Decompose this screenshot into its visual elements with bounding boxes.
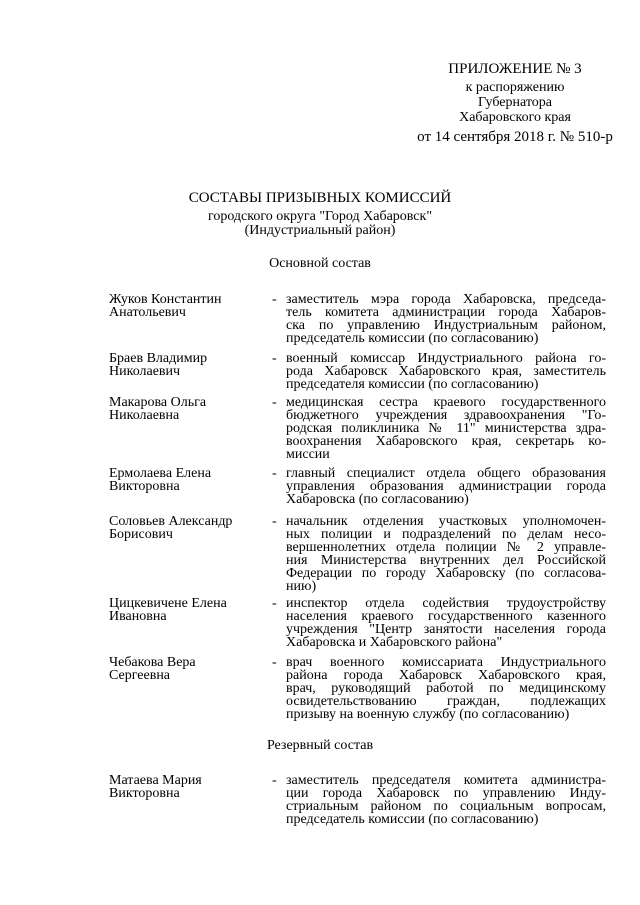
member-role-line: врач, руководящий работой по медицинскому [286, 681, 606, 696]
title-main: СОСТАВЫ ПРИЗЫВНЫХ КОМИССИЙ [188, 190, 452, 206]
member-role-line: призыву на военную службу (по согласованию) [286, 707, 570, 722]
member-name [109, 656, 274, 682]
member-role-line: управления образования администрации города [286, 479, 606, 494]
member-name-line: Викторовна [109, 479, 180, 494]
member-name-line: Борисович [109, 527, 173, 542]
member-role-line: рода Хабаровск Хабаровского края, заместитель [286, 364, 606, 379]
member-role-line: района города Хабаровск Хабаровского края, [286, 668, 606, 683]
member-role-line: инспектор отдела содействия трудоустройству [286, 596, 606, 611]
member-role-line: Хабаровска и Хабаровского района" [286, 635, 503, 650]
member-name-line: Жуков Константин [109, 292, 222, 307]
member-name-line: Соловьев Александр [109, 514, 233, 529]
member-role [286, 467, 606, 506]
member-name-line: Анатольевич [109, 305, 186, 320]
member-role [286, 515, 606, 593]
member-role-line: председателя комиссии (по согласованию) [286, 377, 539, 392]
member-role-line: ции города Хабаровск по управлению Инду- [286, 786, 606, 801]
appendix-header [400, 60, 630, 145]
member-role-line: ска по управлению Индустриальным районом, [286, 318, 606, 333]
document-title [0, 190, 640, 206]
member-role-line: председатель комиссии (по согласованию) [286, 331, 539, 346]
member-role-line: родская поликлиника № 11" министерства здра- [286, 421, 606, 436]
member-role [286, 352, 606, 391]
member-role-line: председатель комиссии (по согласованию) [286, 812, 539, 827]
member-name [109, 293, 274, 319]
member-role [286, 656, 606, 721]
member-role-line: воохранения Хабаровского края, секретарь ко- [286, 434, 606, 449]
member-name-line: Макарова Ольга [109, 395, 207, 410]
member-role-line: освидетельствованию граждан, подлежащих [286, 694, 606, 709]
section-reserve-label: Резервный состав [266, 738, 374, 753]
member-name-line: Ермолаева Елена [109, 466, 212, 481]
member-role [286, 293, 606, 345]
member-role-line: врач военного комиссариата Индустриального [286, 655, 606, 670]
member-role [286, 396, 606, 461]
member-role-line: главный специалист отдела общего образования [286, 466, 606, 481]
member-dash: - [272, 466, 277, 481]
member-role [286, 597, 606, 649]
member-name-line: Николаевна [109, 408, 180, 423]
member-name [109, 467, 274, 493]
member-name [109, 352, 274, 378]
member-role-line: медицинская сестра краевого государственного [286, 395, 606, 410]
member-role-line: тель комитета администрации города Хабаров- [286, 305, 606, 320]
member-name-line: Чебакова Вера [109, 655, 196, 670]
member-name-line: Ивановна [109, 609, 167, 624]
member-dash: - [272, 514, 277, 529]
member-name-line: Викторовна [109, 786, 180, 801]
member-name [109, 597, 274, 623]
member-role-line: миссии [286, 447, 330, 462]
member-role-line: военный комиссар Индустриального района го- [286, 351, 606, 366]
member-name [109, 396, 274, 422]
member-role-line: стриальным районом по социальным вопросам, [286, 799, 606, 814]
member-role-line: ных полиции и подразделений по делам несо- [286, 527, 606, 542]
member-name-line: Сергеевна [109, 668, 171, 683]
member-dash: - [272, 655, 277, 670]
member-role-line: вершеннолетних отдела полиции № 2 управле- [286, 540, 606, 555]
to-order-line: к распоряжению [465, 80, 565, 95]
title-district: городского округа "Город Хабаровск" [207, 209, 433, 224]
member-role [286, 774, 606, 826]
member-role-line: бюджетного учреждения здравоохранения "Го- [286, 408, 606, 423]
member-role-line: ния Министерства внутренних дел Российской [286, 553, 606, 568]
governor-line: Губернатора [477, 95, 553, 110]
member-dash: - [272, 292, 277, 307]
member-role-line: Федерации по городу Хабаровску (по согласова- [286, 566, 606, 581]
member-role-line: заместитель председателя комитета администра- [286, 773, 606, 788]
region-line: Хабаровского края [459, 110, 571, 125]
title-area: (Индустриальный район) [244, 223, 396, 238]
member-name [109, 515, 274, 541]
member-dash: - [272, 351, 277, 366]
member-name-line: Матаева Мария [109, 773, 202, 788]
member-name-line: Цицкевичене Елена [109, 596, 227, 611]
member-role-line: Хабаровска (по согласованию) [286, 492, 469, 507]
member-dash: - [272, 395, 277, 410]
member-dash: - [272, 596, 277, 611]
member-role-line: населения краевого государственного казенного [286, 609, 606, 624]
member-name-line: Браев Владимир [109, 351, 208, 366]
member-name [109, 774, 274, 800]
member-role-line: учреждения "Центр занятости населения города [286, 622, 606, 637]
member-role-line: заместитель мэра города Хабаровска, председа- [286, 292, 606, 307]
member-name-line: Николаевич [109, 364, 181, 379]
member-role-line: нию) [286, 579, 317, 594]
member-role-line: начальник отделения участковых уполномочен- [286, 514, 606, 529]
section-main-label: Основной состав [269, 256, 371, 271]
appendix-number: ПРИЛОЖЕНИЕ № 3 [448, 61, 582, 77]
order-date-line: от 14 сентября 2018 г. № 510-р [417, 129, 613, 145]
member-dash: - [272, 773, 277, 788]
